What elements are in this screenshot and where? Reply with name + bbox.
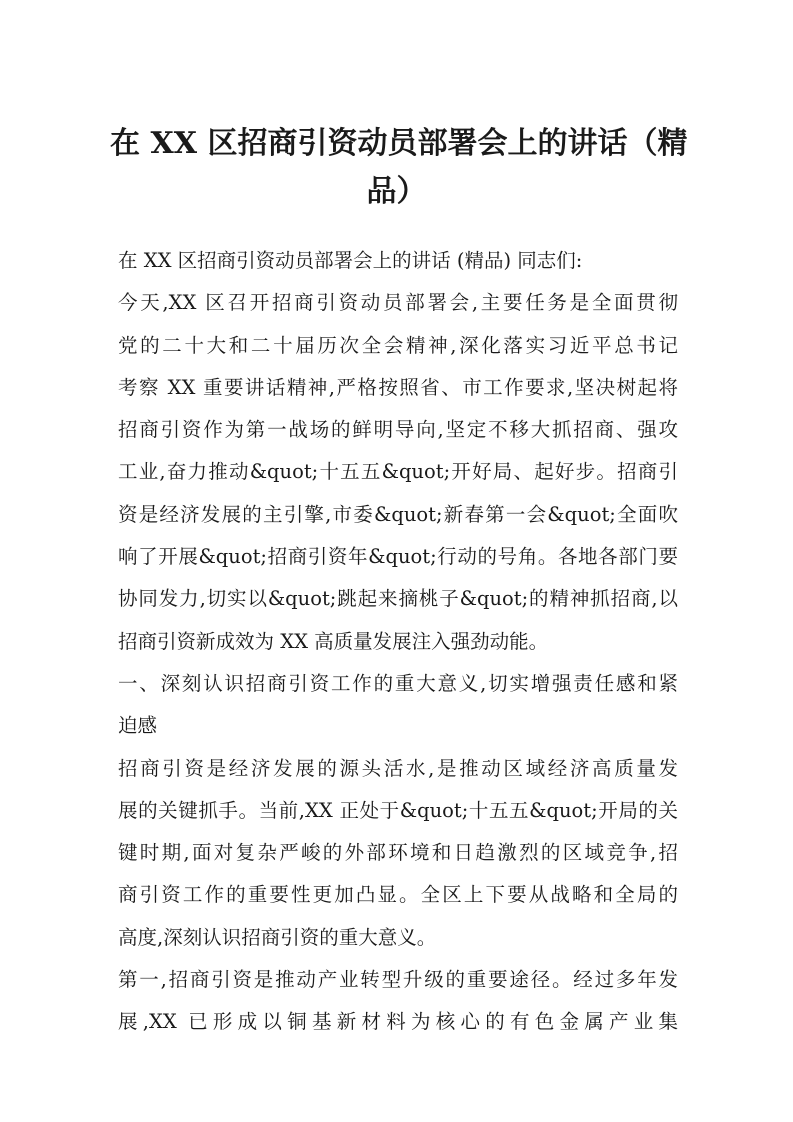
text-line: 招商引资新成效为 XX 高质量发展注入强劲动能。 <box>118 629 549 653</box>
text-line: 第一,招商引资是推动产业转型升级的重要途径。经过多年发 <box>118 968 678 992</box>
text-line: 响了开展&quot;招商引资年&quot;行动的号角。各地各部门要 <box>118 545 678 569</box>
text-line: 展的关键抓手。当前,XX 正处于&quot;十五五&quot;开局的关 <box>118 798 678 822</box>
text-line: 工业,奋力推动&quot;十五五&quot;开好局、起好步。招商引 <box>118 460 678 484</box>
text-line: 考察 XX 重要讲话精神,严格按照省、市工作要求,坚决树起将 <box>118 375 678 399</box>
paragraph-greeting <box>118 240 678 282</box>
text-line: 在 XX 区招商引资动员部署会上的讲话 (精品) 同志们: <box>118 249 583 272</box>
paragraph-point-1 <box>118 959 678 1044</box>
text-line: 一、深刻认识招商引资工作的重大意义,切实增强责任感和紧 <box>118 671 678 695</box>
paragraph-significance <box>118 748 678 959</box>
text-line: 协同发力,切实以&quot;跳起来摘桃子&quot;的精神抓招商,以 <box>118 587 678 611</box>
title-line: 品） <box>366 174 427 209</box>
paragraph-opening <box>118 282 678 663</box>
text-line: 招商引资是经济发展的源头活水,是推动区域经济高质量发 <box>118 756 678 780</box>
text-line: 商引资工作的重要性更加凸显。全区上下要从战略和全局的 <box>118 883 678 907</box>
title-line: 在 XX 区招商引资动员部署会上的讲话（精 <box>110 126 688 161</box>
text-line: 今天,XX 区召开招商引资动员部署会,主要任务是全面贯彻 <box>118 291 678 315</box>
text-line: 迫感 <box>118 714 158 738</box>
text-line: 高度,深刻认识招商引资的重大意义。 <box>118 925 437 949</box>
text-line: 招商引资作为第一战场的鲜明导向,坚定不移大抓招商、强攻 <box>118 418 678 442</box>
document-body <box>118 240 678 1044</box>
text-line: 展,XX 已形成以铜基新材料为核心的有色金属产业集 <box>118 1010 678 1034</box>
text-line: 资是经济发展的主引擎,市委&quot;新春第一会&quot;全面吹 <box>118 502 678 526</box>
text-line: 键时期,面对复杂严峻的外部环境和日趋激烈的区域竞争,招 <box>118 841 678 865</box>
document-title <box>110 120 688 216</box>
text-line: 党的二十大和二十届历次全会精神,深化落实习近平总书记 <box>118 333 678 357</box>
section-heading-1 <box>118 663 678 748</box>
